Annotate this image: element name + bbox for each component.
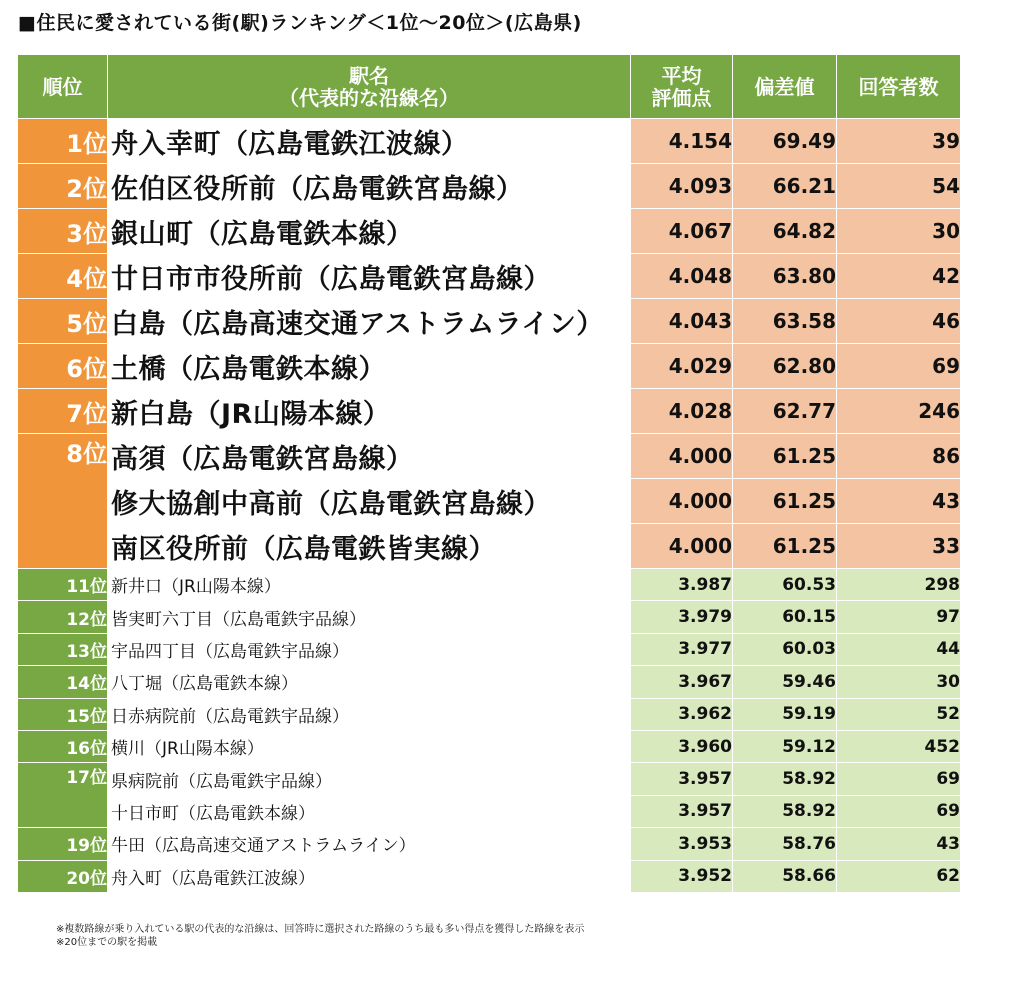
- score-cell: 4.029: [631, 344, 733, 389]
- table-row: [18, 828, 961, 860]
- respondents-cell: 62: [837, 860, 961, 892]
- score-cell: 3.977: [631, 633, 733, 665]
- rank-cell: 2位: [18, 164, 108, 209]
- respondents-cell: 69: [837, 763, 961, 795]
- score-cell: 3.960: [631, 730, 733, 762]
- respondents-cell: 44: [837, 633, 961, 665]
- station-name-cell: 舟入町（広島電鉄江波線）: [108, 860, 631, 892]
- rank-cell: 11位: [18, 569, 108, 601]
- station-name-cell: 横川（JR山陽本線）: [108, 730, 631, 762]
- score-cell: 3.957: [631, 763, 733, 795]
- score-cell: 4.093: [631, 164, 733, 209]
- deviation-cell: 61.25: [733, 524, 837, 569]
- footnote: ※複数路線が乗り入れている駅の代表的な沿線は、回答時に選択された路線のうち最も多い得点を獲得した路線を表示: [56, 924, 585, 935]
- rank-cell: 15位: [18, 698, 108, 730]
- deviation-cell: 66.21: [733, 164, 837, 209]
- station-name-cell: 佐伯区役所前（広島電鉄宮島線）: [108, 164, 631, 209]
- table-row: [18, 633, 961, 665]
- deviation-cell: 63.58: [733, 299, 837, 344]
- rank-cell: 7位: [18, 389, 108, 434]
- station-name-cell: 十日市町（広島電鉄本線）: [108, 795, 631, 827]
- header-station-line: （代表的な沿線名）: [279, 85, 459, 110]
- station-name-cell: 舟入幸町（広島電鉄江波線）: [108, 119, 631, 164]
- rank-cell: 14位: [18, 666, 108, 698]
- rank-cell: 1位: [18, 119, 108, 164]
- table-row: [18, 299, 961, 344]
- deviation-cell: 64.82: [733, 209, 837, 254]
- respondents-cell: 246: [837, 389, 961, 434]
- station-name-cell: 土橋（広島電鉄本線）: [108, 344, 631, 389]
- page-title: ■住民に愛されている街(駅)ランキング＜1位～20位＞(広島県): [18, 12, 582, 34]
- score-cell: 4.028: [631, 389, 733, 434]
- station-name-cell: 新井口（JR山陽本線）: [108, 569, 631, 601]
- table-row: [18, 389, 961, 434]
- header-score-line2: 評価点: [651, 85, 712, 110]
- deviation-cell: 58.66: [733, 860, 837, 892]
- footnotes: [56, 923, 584, 949]
- table-row: [18, 666, 961, 698]
- deviation-cell: 61.25: [733, 479, 837, 524]
- respondents-cell: 54: [837, 164, 961, 209]
- deviation-cell: 60.15: [733, 601, 837, 633]
- respondents-cell: 69: [837, 795, 961, 827]
- deviation-cell: 61.25: [733, 434, 837, 479]
- table-header-row: [18, 55, 961, 119]
- table-row: [18, 795, 961, 827]
- deviation-cell: 59.46: [733, 666, 837, 698]
- deviation-cell: 69.49: [733, 119, 837, 164]
- rank-cell: 19位: [18, 828, 108, 860]
- score-cell: 4.000: [631, 524, 733, 569]
- header-station: [108, 55, 631, 119]
- deviation-cell: 58.76: [733, 828, 837, 860]
- table-row: [18, 254, 961, 299]
- station-name-cell: 宇品四丁目（広島電鉄宇品線）: [108, 633, 631, 665]
- score-cell: 4.048: [631, 254, 733, 299]
- ranking-table: [17, 54, 961, 893]
- deviation-cell: 59.19: [733, 698, 837, 730]
- rank-cell: 4位: [18, 254, 108, 299]
- score-cell: 3.987: [631, 569, 733, 601]
- rank-cell: 6位: [18, 344, 108, 389]
- deviation-cell: 58.92: [733, 795, 837, 827]
- score-cell: 4.043: [631, 299, 733, 344]
- deviation-cell: 60.53: [733, 569, 837, 601]
- deviation-cell: 59.12: [733, 730, 837, 762]
- respondents-cell: 43: [837, 479, 961, 524]
- respondents-cell: 30: [837, 666, 961, 698]
- respondents-cell: 43: [837, 828, 961, 860]
- score-cell: 4.000: [631, 434, 733, 479]
- score-cell: 3.962: [631, 698, 733, 730]
- respondents-cell: 33: [837, 524, 961, 569]
- table-row: [18, 209, 961, 254]
- station-name-cell: 日赤病院前（広島電鉄宇品線）: [108, 698, 631, 730]
- deviation-cell: 62.77: [733, 389, 837, 434]
- rank-cell: 3位: [18, 209, 108, 254]
- respondents-cell: 46: [837, 299, 961, 344]
- deviation-cell: 63.80: [733, 254, 837, 299]
- table-row: [18, 569, 961, 601]
- station-name-cell: 白島（広島高速交通アストラムライン）: [108, 299, 631, 344]
- footnote: ※20位までの駅を掲載: [56, 937, 158, 948]
- respondents-cell: 42: [837, 254, 961, 299]
- deviation-cell: 58.92: [733, 763, 837, 795]
- header-score-line1: 平均: [661, 63, 702, 88]
- score-cell: 3.957: [631, 795, 733, 827]
- score-cell: 3.952: [631, 860, 733, 892]
- station-name-cell: 廿日市市役所前（広島電鉄宮島線）: [108, 254, 631, 299]
- rank-cell: 5位: [18, 299, 108, 344]
- respondents-cell: 452: [837, 730, 961, 762]
- header-deviation: 偏差値: [733, 55, 837, 119]
- table-row: [18, 763, 961, 795]
- station-name-cell: 銀山町（広島電鉄本線）: [108, 209, 631, 254]
- rank-cell: 17位: [18, 763, 108, 828]
- rank-cell: 13位: [18, 633, 108, 665]
- station-name-cell: 新白島（JR山陽本線）: [108, 389, 631, 434]
- station-name-cell: 県病院前（広島電鉄宇品線）: [108, 763, 631, 795]
- deviation-cell: 60.03: [733, 633, 837, 665]
- header-score: [631, 55, 733, 119]
- rank-cell: 8位: [18, 434, 108, 569]
- rank-cell: 16位: [18, 730, 108, 762]
- respondents-cell: 52: [837, 698, 961, 730]
- score-cell: 4.067: [631, 209, 733, 254]
- station-name-cell: 八丁堀（広島電鉄本線）: [108, 666, 631, 698]
- respondents-cell: 39: [837, 119, 961, 164]
- table-row: [18, 479, 961, 524]
- respondents-cell: 97: [837, 601, 961, 633]
- table-row: [18, 524, 961, 569]
- table-row: [18, 434, 961, 479]
- station-name-cell: 高須（広島電鉄宮島線）: [108, 434, 631, 479]
- deviation-cell: 62.80: [733, 344, 837, 389]
- respondents-cell: 30: [837, 209, 961, 254]
- rank-cell: 12位: [18, 601, 108, 633]
- respondents-cell: 86: [837, 434, 961, 479]
- table-row: [18, 601, 961, 633]
- rank-cell: 20位: [18, 860, 108, 892]
- table-row: [18, 860, 961, 892]
- score-cell: 3.967: [631, 666, 733, 698]
- respondents-cell: 69: [837, 344, 961, 389]
- header-respondents: 回答者数: [837, 55, 961, 119]
- score-cell: 4.000: [631, 479, 733, 524]
- table-row: [18, 119, 961, 164]
- station-name-cell: 牛田（広島高速交通アストラムライン）: [108, 828, 631, 860]
- score-cell: 4.154: [631, 119, 733, 164]
- table-row: [18, 164, 961, 209]
- table-row: [18, 344, 961, 389]
- header-station-name: 駅名: [349, 63, 389, 88]
- score-cell: 3.979: [631, 601, 733, 633]
- score-cell: 3.953: [631, 828, 733, 860]
- station-name-cell: 皆実町六丁目（広島電鉄宇品線）: [108, 601, 631, 633]
- station-name-cell: 南区役所前（広島電鉄皆実線）: [108, 524, 631, 569]
- table-row: [18, 698, 961, 730]
- station-name-cell: 修大協創中高前（広島電鉄宮島線）: [108, 479, 631, 524]
- header-rank: 順位: [18, 55, 108, 119]
- table-row: [18, 730, 961, 762]
- respondents-cell: 298: [837, 569, 961, 601]
